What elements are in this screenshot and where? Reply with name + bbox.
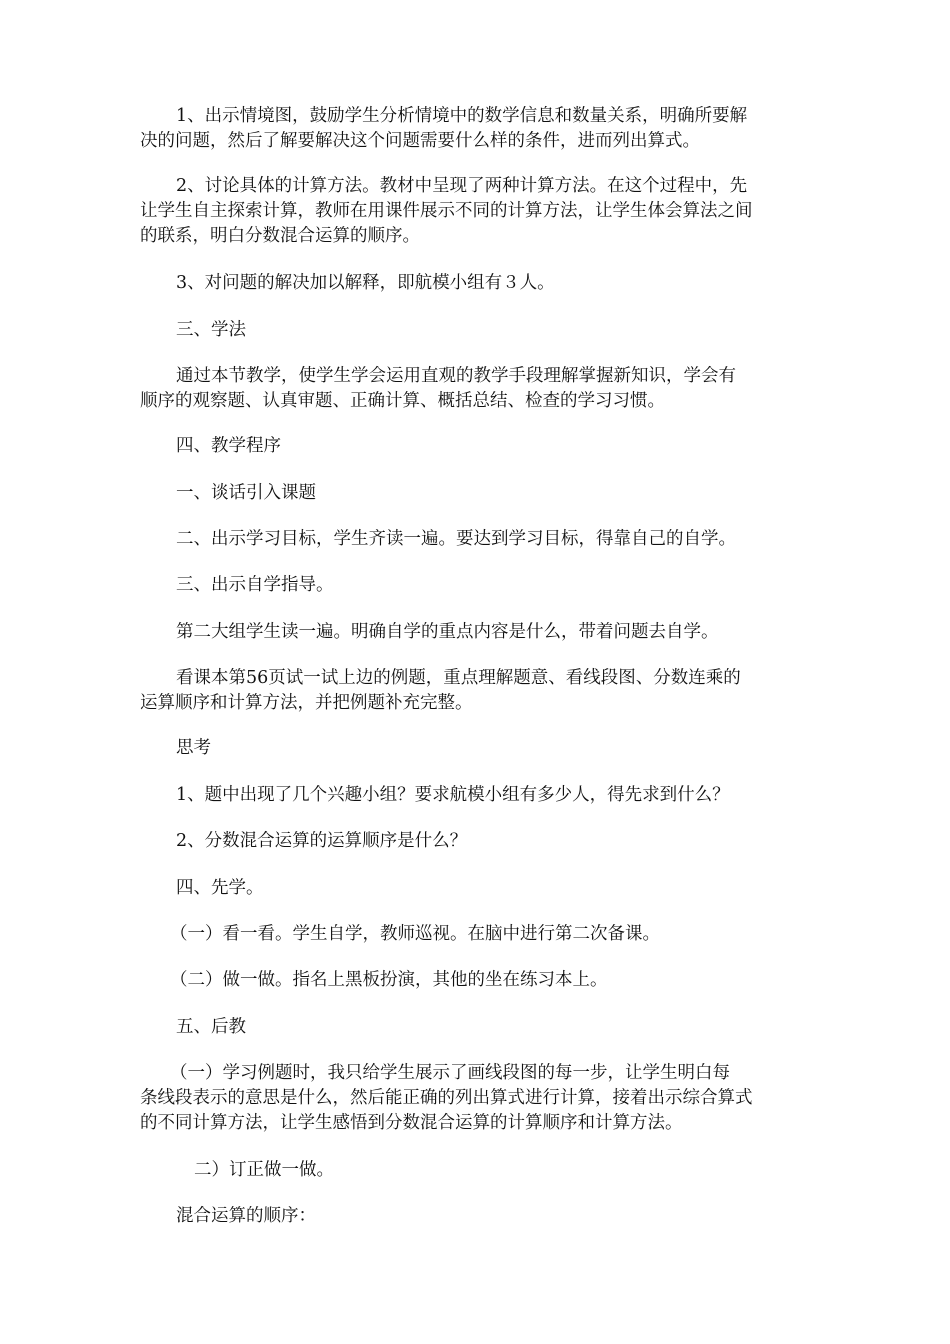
text-line: 1、出示情境图，鼓励学生分析情境中的数学信息和数量关系，明确所要解 [176,106,748,126]
text-line: 的不同计算方法，让学生感悟到分数混合运算的计算顺序和计算方法。 [140,1113,683,1133]
text-line: （一）看一看。学生自学，教师巡视。在脑中进行第二次备课。 [170,924,660,944]
list-item [140,1158,812,1183]
paragraph-5 [140,620,812,645]
list-item [140,829,812,854]
paragraph-6 [140,666,812,716]
list-item [140,573,812,598]
section-heading-learn-first [140,876,812,901]
text-line: 决的问题，然后了解要解决这个问题需要什么样的条件，进而列出算式。 [140,131,700,151]
text-line: 思考 [176,738,211,758]
paragraph-3 [140,271,812,296]
section-heading-teaching-procedure [140,434,812,459]
section-heading-teach-after [140,1015,812,1040]
text-line: 让学生自主探索计算，教师在用课件展示不同的计算方法，让学生体会算法之间 [140,201,753,221]
text-line: 看课本第56页试一试上边的例题，重点理解题意、看线段图、分数连乘的 [176,668,741,688]
paragraph-2 [140,174,812,249]
text-line: 通过本节教学，使学生学会运用直观的教学手段理解掌握新知识，学会有 [176,366,736,386]
paragraph-7 [140,1061,812,1136]
section-heading-study-method [140,318,812,343]
text-line: 的联系，明白分数混合运算的顺序。 [140,226,420,246]
text-line: 2、分数混合运算的运算顺序是什么？ [176,831,468,851]
text-line: 二、出示学习目标，学生齐读一遍。要达到学习目标，得靠自己的自学。 [176,529,736,549]
text-line: 混合运算的顺序： [176,1206,316,1226]
text-line: 运算顺序和计算方法，并把例题补充完整。 [140,693,473,713]
list-item [140,481,812,506]
text-line: 二）订正做一做。 [194,1160,334,1180]
paragraph-1 [140,104,812,154]
text-line: 1、题中出现了几个兴趣小组？要求航模小组有多少人，得先求到什么？ [176,785,730,805]
text-line: （一）学习例题时，我只给学生展示了画线段图的每一步，让学生明白每 [170,1063,730,1083]
text-line: 三、出示自学指导。 [176,575,334,595]
text-line: 一、谈话引入课题 [176,483,316,503]
text-line: 四、教学程序 [176,436,281,456]
section-heading-think [140,736,812,761]
text-line: 五、后教 [176,1017,246,1037]
list-item [140,527,812,552]
text-line: 第二大组学生读一遍。明确自学的重点内容是什么，带着问题去自学。 [176,622,719,642]
text-line: 2、讨论具体的计算方法。教材中呈现了两种计算方法。在这个过程中，先 [176,176,748,196]
list-item [140,922,812,947]
paragraph-8 [140,1204,812,1229]
text-line: （二）做一做。指名上黑板扮演，其他的坐在练习本上。 [170,970,608,990]
list-item [140,783,812,808]
text-line: 3、对问题的解决加以解释，即航模小组有３人。 [176,273,555,293]
text-line: 四、先学。 [176,878,264,898]
text-line: 条线段表示的意思是什么，然后能正确的列出算式进行计算，接着出示综合算式 [140,1088,753,1108]
text-line: 三、学法 [176,320,246,340]
list-item [140,968,812,993]
text-line: 顺序的观察题、认真审题、正确计算、概括总结、检查的学习习惯。 [140,391,665,411]
paragraph-4 [140,364,812,414]
